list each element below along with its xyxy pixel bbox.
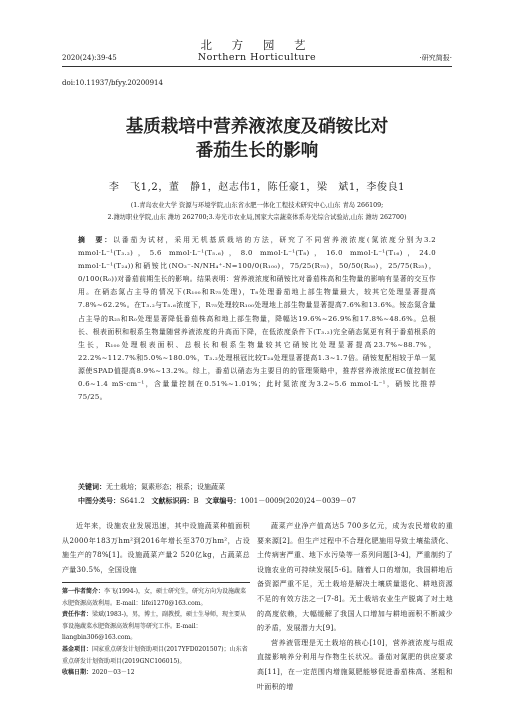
abstract-label: 摘 要： [78, 236, 114, 244]
footnote-label: 基金项目： [62, 645, 93, 653]
article-no-label: 文章编号： [205, 497, 241, 505]
footnote-text: 国家重点研发计划资助项目(2017YFD0201507)；山东省重点研发计划资助项目(2019GNC106015)。 [62, 645, 248, 665]
footnote-text: 李飞(1994-)，女，硕士研究生，研究方向为设施蔬菜水肥资源高效利用。E-mail：lifei1270@163.com。 [62, 588, 246, 607]
journal-title-en: Northern Horticulture [197, 52, 317, 63]
body-column-right [257, 519, 453, 694]
title-line-2: 番茄生长的影响 [195, 141, 319, 161]
clc-code: S641.2 [120, 497, 145, 505]
header-rule [62, 66, 452, 67]
keywords [78, 481, 436, 493]
citation-pages: 2020(24):39-45 [62, 54, 117, 62]
title-line-1: 基质栽培中营养液浓度及硝铵比对 [125, 117, 389, 137]
keywords-label: 关键词： [78, 483, 106, 491]
section-label: ·研究简报· [419, 54, 452, 62]
article-no: 1001－0009(2020)24－0039－07 [240, 497, 356, 505]
footnote-rule [62, 582, 250, 583]
body-paragraph: 营养液管理是无土栽培的核心[10]，营养液浓度与组成直接影响养分利用与作物生长状况。番茄对氮肥的供应要求高[11]，在一定范围内增施氮肥能够促进番茄株高、茎粗和叶面积的增 [257, 638, 453, 691]
authors: 李 飞1,2，董 静1，赵志伟1，陈任豪1，梁 斌1，李俊良1 [108, 182, 406, 193]
footnote-label: 责任作者： [62, 611, 93, 619]
body-column-left [62, 519, 250, 577]
footnotes [62, 586, 250, 679]
doc-code-label: 文献标识码： [151, 497, 194, 505]
footnote-label: 第一作者简介： [62, 588, 105, 595]
clc-label: 中图分类号： [78, 497, 120, 505]
footnote-funding [62, 644, 250, 667]
abstract-text: 以番茄为试材，采用无机基质栽培的方法，研究了不同营养液浓度(氮浓度分别为3.2 mmol·L⁻¹(T₃.₂)，5.6 mmol·L⁻¹(T₅.₆)，8.0 mmol·L⁻¹(T₈)，16.0 mmol·L⁻¹(T₁₆)，24.0 mmol·L⁻¹(T₂₄))和硝铵比(NO₃⁻-N/NH₄⁺-N=100/0(R₁₀₀)，75/25(R₇₅)，50/50(R₅₀)，25/75(R₂₅)，0/100(R₀))对番茄前期生长的影响。结果表明：营养液浓度和硝铵比对番茄株高和生物量的影响有显著的交互作用。在硝态氮占主导的情况下(R₁₀₀和R₇₅处理)，T₈处理番茄地上部生物量最大，较其它处理显著提高7.8%~62.2%。在T₃.₂与T₅.₆浓度下，R₇₅处理较R₁₀₀处理地上部生物量显著提高7.6%和13.6%。铵态氮含量占主导的R₂₅和R₀处理显著降低番茄株高和地上部生物量，降幅达19.6%~26.9%和17.8%~48.6%。总根长、根表面积和根系生物量随营养液浓度的升高而下降，在低浓度条件下(T₃.₂)完全硝态氮更有利于番茄根系的生长，R₁₀₀处理根表面积、总根长和根系生物量较其它硝铵比处理显著提高23.7%~88.7%，22.2%~112.7%和5.0%~180.0%，T₃.₂处理根冠比较T₂₄处理显著提高1.3~1.7倍。硝铵复配相较于单一氮源使SPAD值提高8.9%~13.2%。综上，番茄以硝态为主要目的的管理策略中，推荐营养液浓度EC值控制在0.6~1.4 mS·cm⁻¹，含量量控制在0.51%~1.01%；此时氮浓度为3.2~5.6 mmol·L⁻¹，硝铵比推荐75/25。 [78, 236, 437, 402]
footnote-label: 收稿日期： [62, 669, 93, 677]
doc-code: B [193, 497, 199, 505]
body-paragraph: 蔬菜产业净产值高达5 700多亿元，成为农民增收的重要来源[2]。但生产过程中不合理化肥施用导致土壤盐渍化、土传病害严重、地下水污染等一系列问题[3-4]，严重制约了设施农业的可持续发展[5-6]。随着人口的增加，我国耕地后备资源严重不足，无土栽培是解决土壤质量退化、耕地资源不足的有效方法之一[7-8]。无土栽培农业生产脱离了对土地的高度依赖，大幅缓解了我国人口增加与耕地面积不断减少的矛盾，发展潜力大[9]。 [257, 522, 453, 633]
footnote-text: 梁斌(1983-)，男，博士，副教授，硕士生导师，现主要从事设施蔬菜水肥资源高效利用等研究工作。E-mail：liangbin306@163.com。 [62, 611, 246, 642]
footnote-first-author [62, 586, 250, 609]
abstract [78, 234, 436, 404]
keywords-text: 无土栽培；氮素形态；根系；设施蔬菜 [106, 483, 225, 491]
affiliation-2: 2.潍坊职业学院,山东 潍坊 262700;3.寿光市农业局,国家大宗蔬菜体系寿光综合试验站,山东 潍坊 262700) [107, 214, 407, 221]
body-paragraph: 近年来，设施农业发展迅速，其中设施蔬菜种植面积从2000年183万hm²到2016年增长至370万hm²，占设施生产的78%[1]。设施蔬菜产量2 520亿kg，占蔬菜总产量30.5%，全国设施 [62, 522, 250, 574]
footnote-corresponding-author [62, 609, 250, 644]
doi: doi:10.11937/bfyy.20200914 [62, 79, 163, 87]
classification-line [78, 495, 448, 507]
journal-title-cn: 北 方 园 艺 [200, 38, 314, 52]
article-title [0, 115, 514, 163]
footnote-received [62, 667, 250, 679]
affiliation-1: (1.青岛农业大学 资源与环境学院,山东省水肥一体化工程技术研究中心,山东 青岛 266109; [130, 202, 384, 209]
footnote-text: 2020－03－12 [92, 669, 135, 677]
